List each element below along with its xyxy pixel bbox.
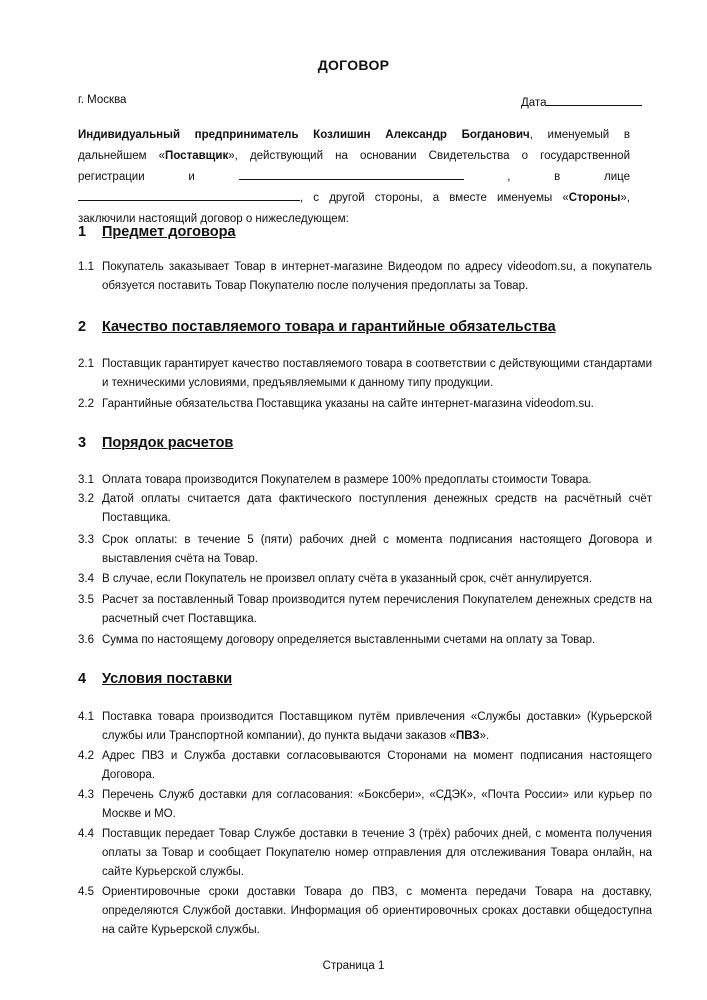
city-label: г. Москва bbox=[78, 94, 127, 106]
clause-1-1: 1.1 Покупатель заказывает Товар в интернет-магазине Видеодом по адресу videodom.su, а покупатель обязуется поставить Товар Покупателю после получения предоплаты за Товар. bbox=[78, 261, 652, 292]
date-field bbox=[521, 94, 642, 109]
supplier-name: Индивидуальный предприниматель Козлишин Александр Богданович bbox=[78, 129, 530, 141]
representative-blank bbox=[78, 189, 300, 201]
parties-term: Стороны bbox=[568, 192, 621, 204]
section-heading-2: 2 Качество поставляемого товара и гарантийные обязательства bbox=[78, 319, 556, 335]
buyer-name-blank bbox=[239, 168, 464, 180]
page-number: Страница 1 bbox=[322, 960, 385, 972]
clause-3-2: 3.2 Датой оплаты считается дата фактического поступления денежных средств на расчётный счёт Поставщика. bbox=[78, 493, 652, 524]
clause-3-4: 3.4 В случае, если Покупатель не произвел оплату счёта в указанный срок, счёт аннулируется. bbox=[78, 573, 593, 585]
supplier-term: Поставщик bbox=[165, 150, 229, 162]
section-heading-1: 1 Предмет договора bbox=[78, 224, 236, 240]
date-label: Дата bbox=[521, 97, 547, 109]
clause-4-4: 4.4 Поставщик передает Товар Службе доставки в течение 3 (трёх) рабочих дней, с момента получения оплаты за Товар и сообщает Покупателю номер отправления для отслеживания Товара онлайн, на сайте Курьерской службы. bbox=[78, 828, 652, 878]
clause-3-3: 3.3 Срок оплаты: в течение 5 (пяти) рабочих дней с момента подписания настоящего Договора и выставления счёта на Товар. bbox=[78, 534, 652, 565]
clause-2-2: 2.2 Гарантийные обязательства Поставщика указаны на сайте интернет-магазина videodom.su. bbox=[78, 398, 594, 410]
clause-4-3: 4.3 Перечень Служб доставки для согласования: «Боксбери», «СДЭК», «Почта России» или курьер по Москве и МО. bbox=[78, 789, 652, 820]
section-heading-3: 3 Порядок расчетов bbox=[78, 435, 234, 451]
clause-2-1: 2.1 Поставщик гарантирует качество поставляемого товара в соответствии с действующими стандартами и техническими условиями, предъявляемыми к данному типу продукции. bbox=[78, 358, 652, 389]
intro-paragraph: Индивидуальный предприниматель Козлишин Александр Богданович, именуемый в дальнейшем «Поставщик», действующий на основании Свидетельства о государственной регистрации и , в лице , с другой стороны, а вместе именуемы «Стороны», заключили настоящий договор о нижеследующем: bbox=[78, 129, 630, 225]
date-blank-line bbox=[546, 94, 642, 106]
clause-4-1: 4.1 Поставка товара производится Поставщиком путём привлечения «Службы доставки» (Курьерской службы или Транспортной компании), до пункта выдачи заказов «ПВЗ». bbox=[78, 711, 652, 742]
clause-3-6: 3.6 Сумма по настоящему договору определяется выставленными счетами на оплату за Товар. bbox=[78, 634, 596, 646]
section-heading-4: 4 Условия поставки bbox=[78, 671, 233, 687]
document-title: ДОГОВОР bbox=[317, 57, 390, 73]
clause-3-1: 3.1 Оплата товара производится Покупателем в размере 100% предоплаты стоимости Товара. bbox=[78, 474, 592, 486]
clause-3-5: 3.5 Расчет за поставленный Товар производится путем перечисления Покупателем денежных средств на расчетный счет Поставщика. bbox=[78, 594, 652, 625]
clause-4-5: 4.5 Ориентировочные сроки доставки Товара до ПВЗ, с момента передачи Товара на доставку, определяются Службой доставки. Информация об ориентировочных сроках доставки общедоступна на сайте Курьерской службы. bbox=[78, 886, 652, 936]
clause-4-2: 4.2 Адрес ПВЗ и Служба доставки согласовываются Сторонами на момент подписания настоящего Договора. bbox=[78, 750, 652, 781]
